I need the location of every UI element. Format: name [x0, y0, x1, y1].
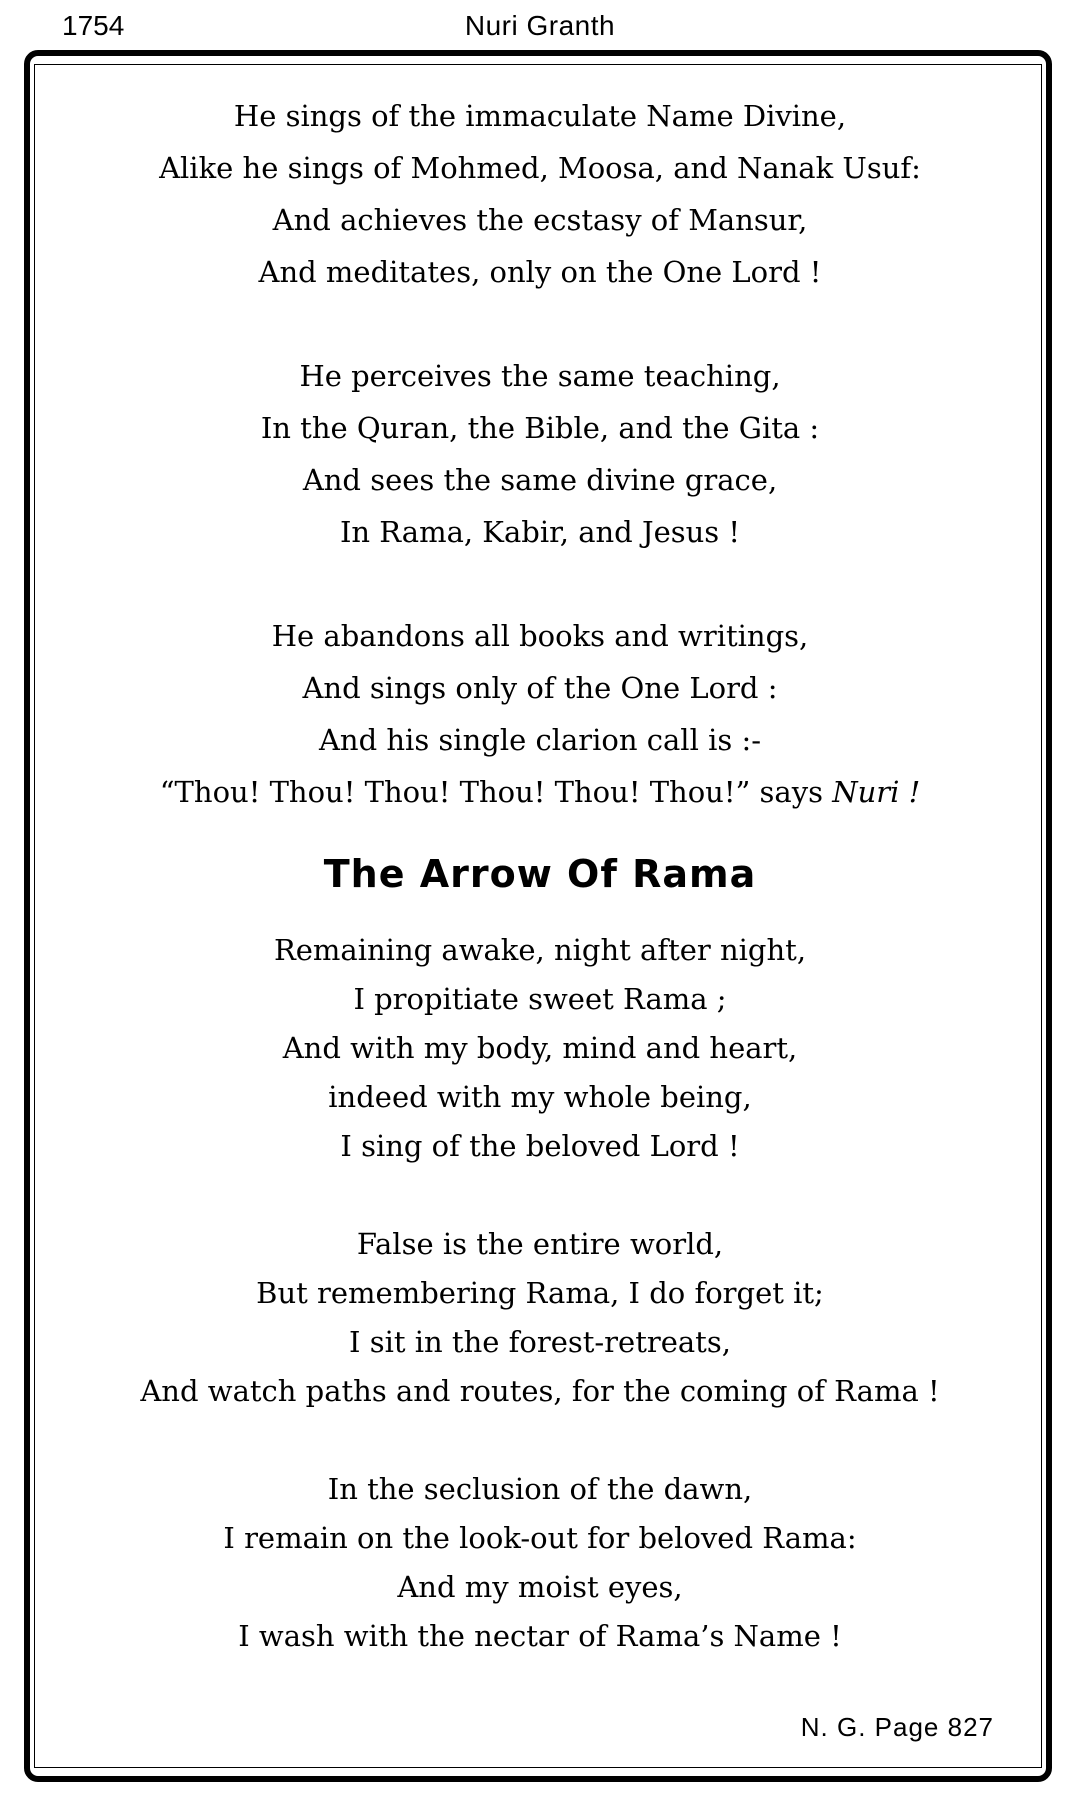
poem-line: And his single clarion call is :-	[318, 723, 762, 757]
poem-line: I sing of the beloved Lord !	[340, 1129, 740, 1163]
poem-line: I wash with the nectar of Rama’s Name !	[238, 1619, 842, 1653]
poem-first	[40, 90, 1040, 818]
stanza-gap	[40, 298, 1040, 350]
poem-line: And achieves the ecstasy of Mansur,	[272, 203, 808, 237]
poem-line: And my moist eyes,	[397, 1570, 683, 1604]
poem-line: In Rama, Kabir, and Jesus !	[339, 515, 741, 549]
poem-line: I remain on the look-out for beloved Rama:	[223, 1521, 857, 1555]
poet-name: Nuri !	[832, 775, 921, 809]
poem-line: indeed with my whole being,	[328, 1080, 752, 1114]
poem-line: He sings of the immaculate Name Divine,	[233, 99, 847, 133]
stanza	[40, 90, 1040, 298]
poem-line: And watch paths and routes, for the coming of Rama !	[140, 1374, 940, 1408]
stanza	[40, 926, 1040, 1171]
running-title: Nuri Granth	[464, 10, 616, 41]
poem-line: He abandons all books and writings,	[271, 619, 809, 653]
stanza	[40, 610, 1040, 818]
page-number: 1754	[62, 10, 125, 41]
poem-line: I sit in the forest-retreats,	[349, 1325, 731, 1359]
poem-line: He perceives the same teaching,	[299, 359, 781, 393]
poem-line: But remembering Rama, I do forget it;	[256, 1276, 824, 1310]
poem-line: And sings only of the One Lord :	[302, 671, 778, 705]
poem-second	[40, 926, 1040, 1661]
poem-title: The Arrow Of Rama	[323, 852, 757, 896]
page-reference: N. G. Page 827	[800, 1712, 994, 1742]
stanza-gap	[40, 1171, 1040, 1220]
poem-line: And with my body, mind and heart,	[282, 1031, 798, 1065]
poem-line: And sees the same divine grace,	[302, 463, 778, 497]
poem-line: Remaining awake, night after night,	[273, 933, 807, 967]
stanza-gap	[40, 558, 1040, 610]
poem-line: False is the entire world,	[356, 1227, 724, 1261]
poem-line: Alike he sings of Mohmed, Moosa, and Nanak Usuf:	[159, 151, 921, 185]
poem-line: In the seclusion of the dawn,	[327, 1472, 753, 1506]
stanza	[40, 1220, 1040, 1416]
page-content	[40, 90, 1040, 1661]
stanza	[40, 1465, 1040, 1661]
poem-line-final	[40, 766, 1040, 818]
poem-line: And meditates, only on the One Lord !	[258, 255, 822, 289]
stanza-gap	[40, 1416, 1040, 1465]
final-line-text: “Thou! Thou! Thou! Thou! Thou! Thou!” says	[159, 775, 823, 809]
poem-line: In the Quran, the Bible, and the Gita :	[260, 411, 820, 445]
stanza	[40, 350, 1040, 558]
poem-line: I propitiate sweet Rama ;	[353, 982, 727, 1016]
